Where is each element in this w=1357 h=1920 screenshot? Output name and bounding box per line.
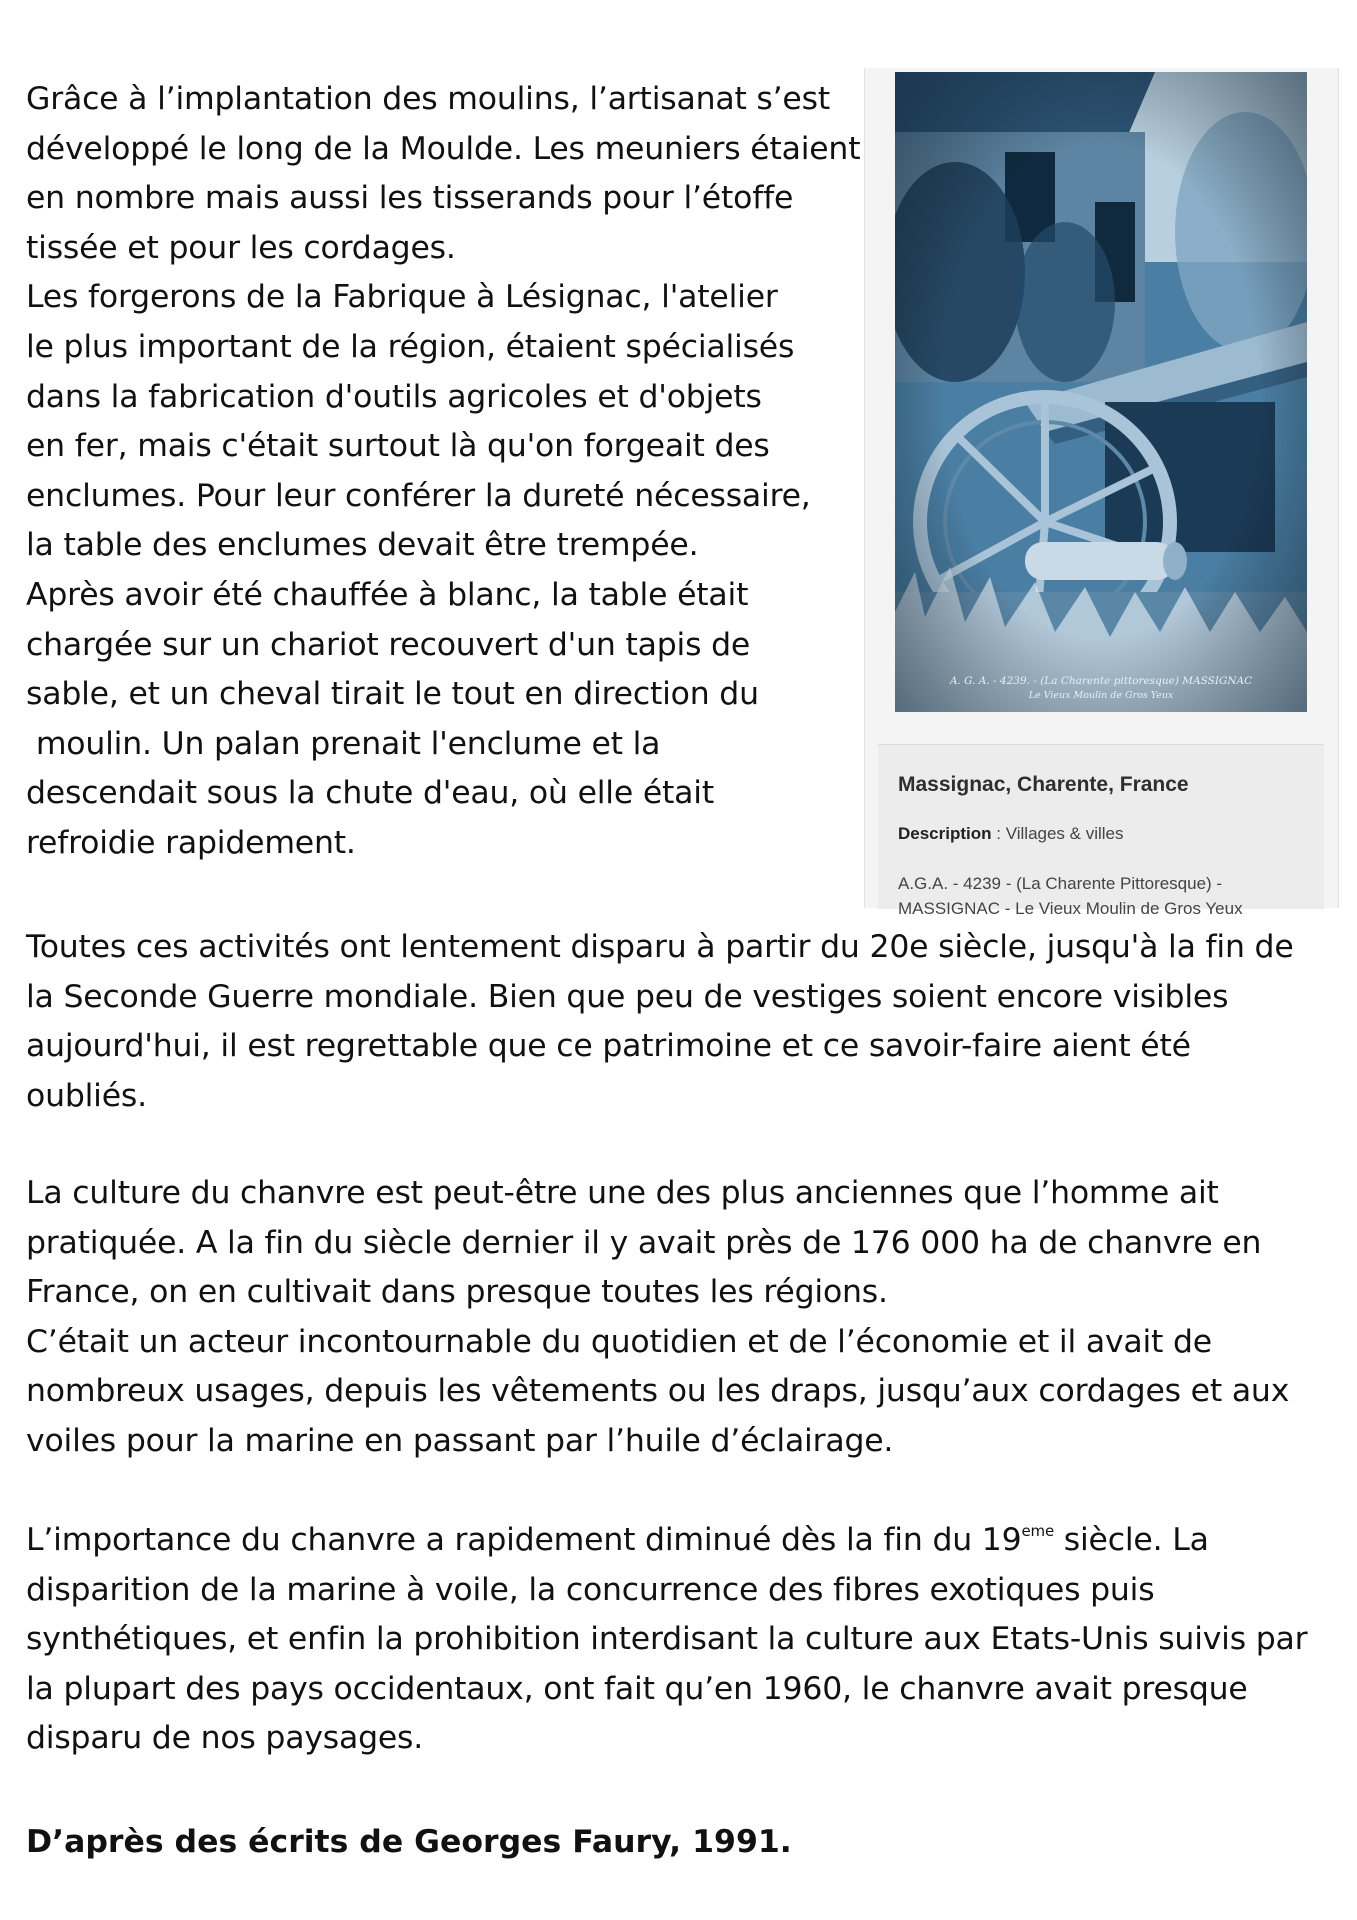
description-value: : Villages & villes xyxy=(991,824,1124,843)
text-line: la plupart des pays occidentaux, ont fait qu’en 1960, le chanvre avait presque xyxy=(26,1670,1248,1707)
text-line: France, on en cultivait dans presque toutes les régions. xyxy=(26,1274,888,1311)
paragraph-activities xyxy=(26,923,1336,1121)
text-line: le plus important de la région, étaient spécialisés xyxy=(26,328,795,365)
caption-legend-line: MASSIGNAC - Le Vieux Moulin de Gros Yeux xyxy=(898,899,1243,918)
text-line: Toutes ces activités ont lentement disparu à partir du 20e siècle, jusqu'à la fin de xyxy=(26,929,1294,965)
text-line: en fer, mais c'était surtout là qu'on forgeait des xyxy=(26,428,770,465)
text-line: chargée sur un chariot recouvert d'un tapis de xyxy=(26,626,751,663)
intro-paragraph xyxy=(26,75,876,869)
postcard-legend-line1: A. G. A. - 4239. - (La Charente pittoresque) MASSIGNAC xyxy=(949,675,1253,687)
paragraph-hemp-decline xyxy=(26,1516,1336,1764)
text-line: C’était un acteur incontournable du quotidien et de l’économie et il avait de xyxy=(26,1323,1212,1360)
text-line: Grâce à l’implantation des moulins, l’artisanat s’est xyxy=(26,81,830,117)
text-line: dans la fabrication d'outils agricoles et d'objets xyxy=(26,378,762,415)
text-line: sable, et un cheval tirait le tout en direction du xyxy=(26,676,759,713)
source-signature: D’après des écrits de Georges Faury, 1991. xyxy=(26,1824,792,1860)
text-line: La culture du chanvre est peut-être une des plus anciennes que l’homme ait xyxy=(26,1175,1219,1211)
photo-card xyxy=(864,68,1339,918)
text-line: disparu de nos paysages. xyxy=(26,1720,424,1757)
text-fragment: L’importance du chanvre a rapidement diminué dès la fin du 19 xyxy=(26,1522,1022,1558)
photo-caption xyxy=(878,744,1324,918)
text-line: Après avoir été chauffée à blanc, la table était xyxy=(26,576,749,613)
postcard-legend-line2: Le Vieux Moulin de Gros Yeux xyxy=(1028,690,1174,701)
caption-legend xyxy=(898,871,1318,921)
caption-description xyxy=(898,824,1124,844)
text-line xyxy=(26,1516,1336,1566)
text-line: disparition de la marine à voile, la concurrence des fibres exotiques puis xyxy=(26,1571,1155,1608)
caption-title: Massignac, Charente, France xyxy=(898,773,1189,796)
text-line: moulin. Un palan prenait l'enclume et la xyxy=(26,725,661,762)
mill-illustration xyxy=(895,72,1307,712)
text-line: descendait sous la chute d'eau, où elle était xyxy=(26,775,714,812)
text-line: développé le long de la Moulde. Les meuniers étaient xyxy=(26,130,861,167)
caption-legend-line: A.G.A. - 4239 - (La Charente Pittoresque) - xyxy=(898,874,1223,893)
text-line: nombreux usages, depuis les vêtements ou les draps, jusqu’aux cordages et aux xyxy=(26,1373,1290,1410)
mill-postcard-image xyxy=(895,72,1307,712)
text-line: synthétiques, et enfin la prohibition interdisant la culture aux Etats-Unis suivis par xyxy=(26,1621,1308,1658)
text-fragment: siècle. La xyxy=(1053,1522,1209,1558)
text-line: pratiquée. A la fin du siècle dernier il y avait près de 176 000 ha de chanvre en xyxy=(26,1224,1262,1261)
text-line: refroidie rapidement. xyxy=(26,824,356,861)
text-line: tissée et pour les cordages. xyxy=(26,229,456,266)
text-line: la table des enclumes devait être trempée. xyxy=(26,527,699,564)
text-line: enclumes. Pour leur conférer la dureté nécessaire, xyxy=(26,477,811,514)
text-line: la Seconde Guerre mondiale. Bien que peu de vestiges soient encore visibles xyxy=(26,978,1229,1015)
description-label: Description xyxy=(898,824,992,843)
text-line: en nombre mais aussi les tisserands pour l’étoffe xyxy=(26,180,794,217)
paragraph-hemp-culture xyxy=(26,1169,1336,1467)
text-line: aujourd'hui, il est regrettable que ce patrimoine et ce savoir-faire aient été xyxy=(26,1028,1191,1065)
superscript: eme xyxy=(1021,1522,1054,1540)
text-line: voiles pour la marine en passant par l’huile d’éclairage. xyxy=(26,1422,894,1459)
text-line: Les forgerons de la Fabrique à Lésignac, l'atelier xyxy=(26,279,778,316)
text-line: oubliés. xyxy=(26,1077,147,1114)
